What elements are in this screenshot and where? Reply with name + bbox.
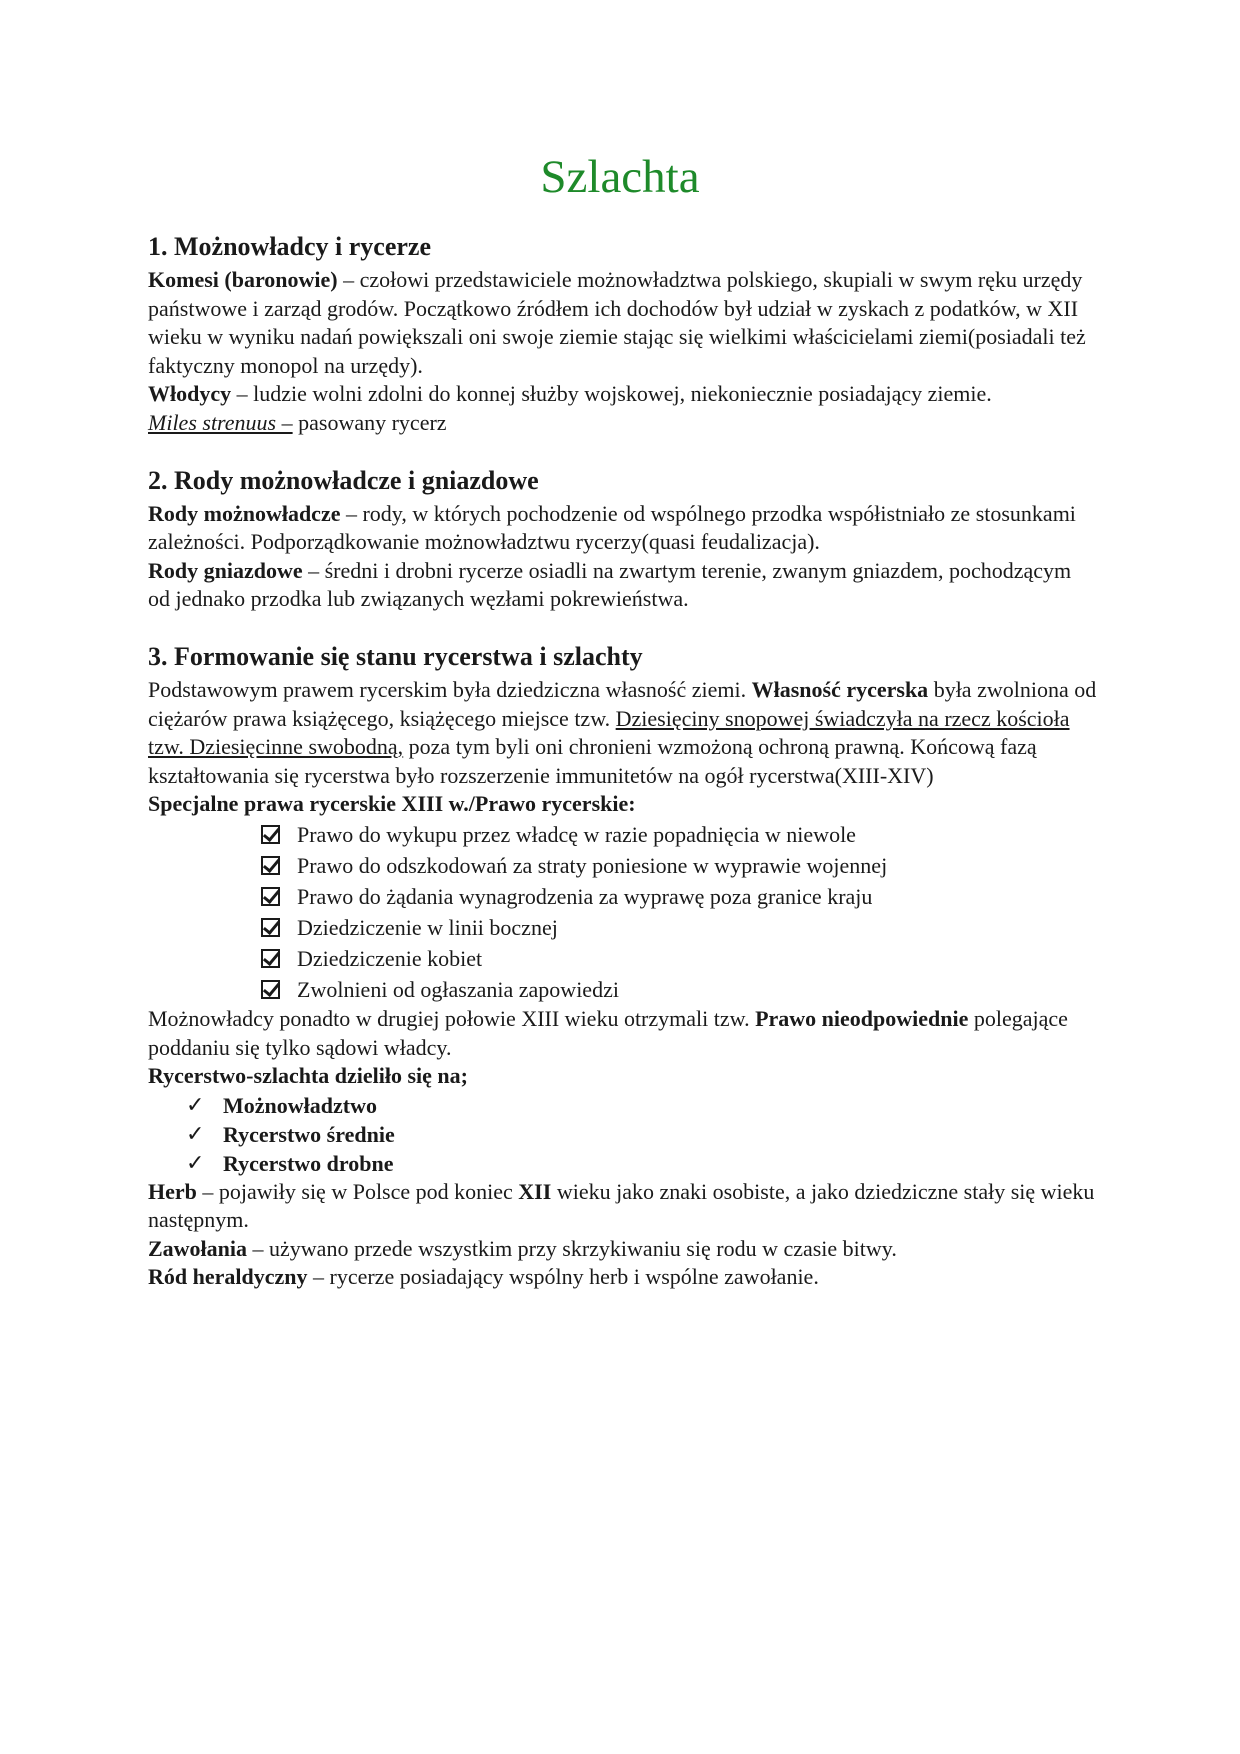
page-title: Szlachta	[540, 151, 700, 203]
paragraph-herb	[148, 1178, 1098, 1235]
checkmark-icon: ✓	[186, 1150, 205, 1176]
list-item	[261, 819, 1098, 850]
checkbox-checked-icon	[261, 980, 280, 999]
division-label: Rycerstwo średnie	[223, 1121, 395, 1147]
term-rody-gniazd: Rody gniazdowe	[148, 557, 303, 583]
text-zawolania: – używano przede wszystkim przy skrzykiwaniu się rodu w czasie bitwy.	[247, 1235, 897, 1261]
herb-text-a: – pojawiły się w Polsce pod koniec	[196, 1178, 519, 1204]
list-item	[148, 1091, 1098, 1120]
text-rody-mozn: – rody, w których pochodzenie od wspólnego przodka współistniało ze stosunkami zależności. Podporządkowanie możnowładztwu rycerzy(quasi feudalizacja).	[148, 500, 1076, 555]
list-item	[148, 1120, 1098, 1149]
list-item	[261, 912, 1098, 943]
right-label: Dziedziczenie kobiet	[297, 945, 483, 971]
term-wlodycy: Włodycy	[148, 381, 232, 407]
intro-text-c: była zwolniona od ciężarów prawa książęcego, książęcego miejsce tzw.	[148, 676, 1097, 731]
paragraph-miles	[148, 409, 1098, 438]
list-item	[261, 974, 1098, 1005]
herb-bold: XII	[518, 1178, 552, 1204]
checkbox-checked-icon	[261, 887, 280, 906]
spacer	[148, 438, 1098, 464]
text-rody-gniazd: – średni i drobni rycerze osiadli na zwartym terenie, zwanym gniazdem, pochodzącym od jednako przodka lub związanych węzłami pokrewieństwa.	[148, 557, 1072, 612]
checkbox-checked-icon	[261, 856, 280, 875]
term-rody-mozn: Rody możnowładcze	[148, 500, 341, 526]
right-label: Dziedziczenie w linii bocznej	[297, 914, 558, 940]
paragraph-wlodycy	[148, 380, 1098, 409]
right-label: Prawo do żądania wynagrodzenia za wyprawę poza granice kraju	[297, 883, 873, 909]
mozn-text-a: Możnowładcy ponadto w drugiej połowie XIII wieku otrzymali tzw.	[148, 1005, 756, 1031]
list-item	[261, 881, 1098, 912]
paragraph-komesi	[148, 266, 1098, 380]
paragraph-rod	[148, 1263, 1098, 1292]
checkmark-icon: ✓	[186, 1121, 205, 1147]
checkbox-checked-icon	[261, 949, 280, 968]
section-heading-2: 2. Rody możnowładcze i gniazdowe	[148, 465, 539, 495]
paragraph-mozn	[148, 1005, 1098, 1062]
text-wlodycy: – ludzie wolni zdolni do konnej służby wojskowej, niekoniecznie posiadający ziemie.	[231, 381, 992, 407]
term-rod: Ród heraldyczny	[148, 1264, 308, 1290]
checkbox-checked-icon	[261, 825, 280, 844]
term-komesi: Komesi (baronowie)	[148, 267, 338, 292]
paragraph-intro	[148, 676, 1098, 790]
intro-underlined: Dziesięciny snopowej świadczyła na rzecz kościoła tzw. Dziesięcinne swobodną,	[148, 705, 1070, 760]
text-miles: pasowany rycerz	[292, 409, 447, 435]
list-item	[261, 943, 1098, 974]
checkbox-checked-icon	[261, 918, 280, 937]
term-miles: Miles strenuus –	[148, 409, 293, 435]
intro-text-a: Podstawowym prawem rycerskim była dziedziczna własność ziemi.	[148, 676, 752, 702]
document-body	[148, 230, 1098, 1292]
rights-list	[148, 819, 1098, 1005]
right-label: Prawo do wykupu przez władcę w razie popadnięcia w niewole	[297, 821, 856, 847]
division-list	[148, 1091, 1098, 1178]
term-zawolania: Zawołania	[148, 1235, 248, 1261]
intro-text-e: poza tym byli oni chronieni wzmożoną ochroną prawną. Końcową fazą kształtowania się rycerstwa było rozszerzenie immunitetów na ogół rycerstwa(XIII-XIV)	[148, 734, 1037, 788]
section-heading-3: 3. Formowanie się stanu rycerstwa i szlachty	[148, 641, 643, 671]
mozn-text-c: polegające poddaniu się tylko sądowi władcy.	[148, 1005, 1068, 1060]
checkmark-icon: ✓	[186, 1092, 205, 1118]
special-rights-heading: Specjalne prawa rycerskie XIII w./Prawo rycerskie:	[148, 791, 636, 817]
list-item	[261, 850, 1098, 881]
text-komesi: – czołowi przedstawiciele możnowładztwa polskiego, skupiali w swym ręku urzędy państwowe i zarząd grodów. Początkowo źródłem ich dochodów był udział w zyskach z podatków, w XII wieku w wyniku nadań powiększali oni swoje ziemie stając się wielkimi właścicielami ziemi(posiadali też faktyczny monopol na urzędy).	[148, 267, 1086, 378]
section-heading-1: 1. Możnowładcy i rycerze	[148, 232, 432, 261]
herb-text-c: wieku jako znaki osobiste, a jako dziedziczne stały się wieku następnym.	[148, 1178, 1095, 1233]
right-label: Prawo do odszkodowań za straty poniesione w wyprawie wojennej	[297, 852, 888, 878]
text-rod: – rycerze posiadający wspólny herb i wspólne zawołanie.	[307, 1264, 819, 1290]
mozn-bold: Prawo nieodpowiednie	[755, 1005, 969, 1031]
paragraph-zawolania	[148, 1235, 1098, 1264]
term-herb: Herb	[148, 1178, 197, 1204]
list-item	[148, 1149, 1098, 1178]
spacer	[148, 614, 1098, 640]
division-label: Możnowładztwo	[223, 1092, 377, 1118]
paragraph-rody-mozn	[148, 500, 1098, 557]
division-heading: Rycerstwo-szlachta dzieliło się na;	[148, 1063, 468, 1089]
right-label: Zwolnieni od ogłaszania zapowiedzi	[297, 976, 619, 1002]
division-label: Rycerstwo drobne	[223, 1150, 394, 1176]
paragraph-rody-gniazd	[148, 557, 1098, 614]
intro-bold: Własność rycerska	[751, 676, 929, 702]
